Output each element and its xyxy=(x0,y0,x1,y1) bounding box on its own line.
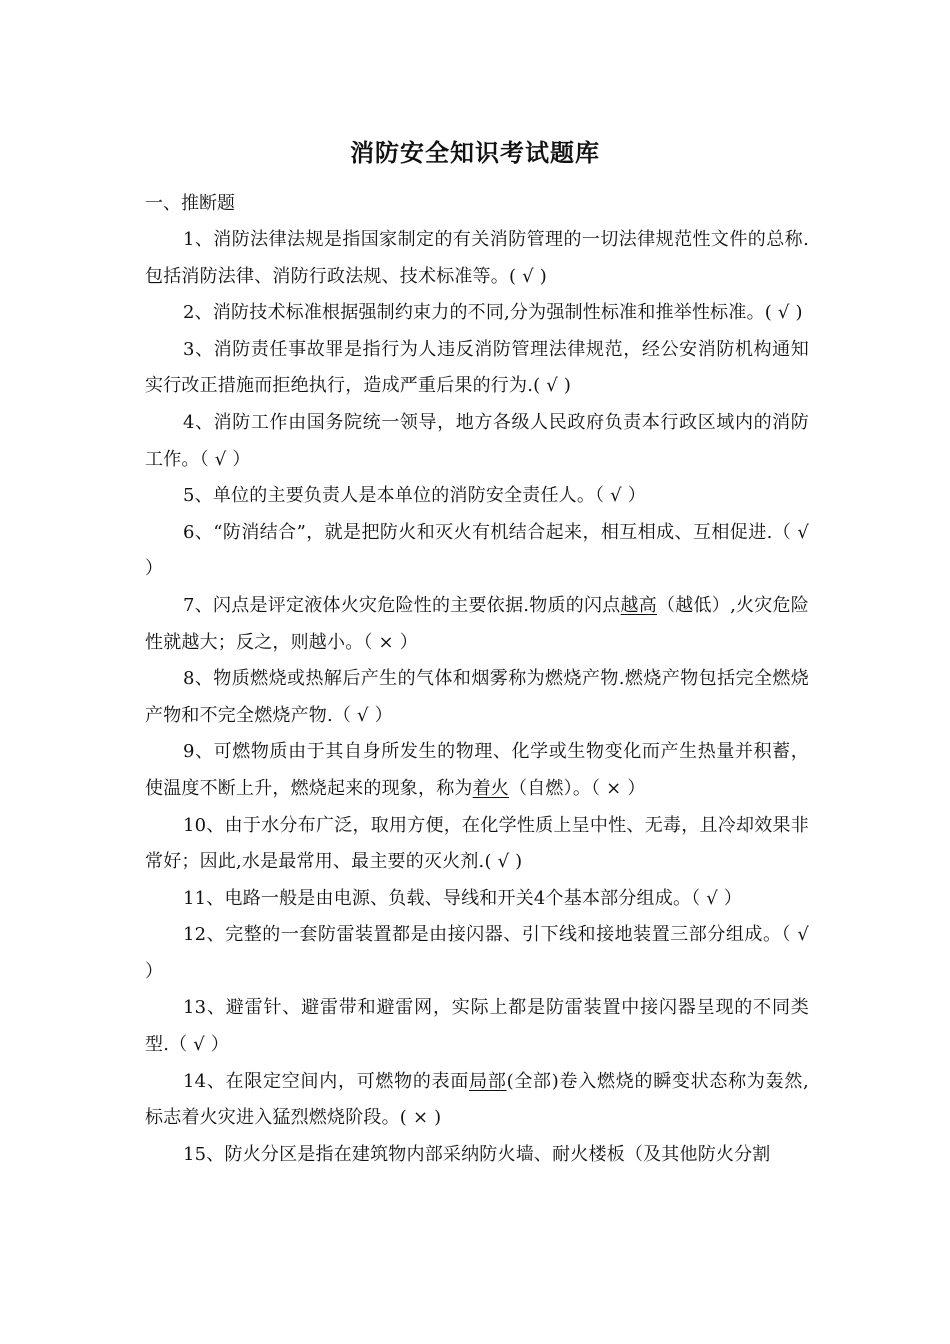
underlined-term: 着火 xyxy=(472,777,510,799)
question-text: (全部)卷入燃烧的瞬变状态称为轰然,标志着火灾进入猛烈燃烧阶段。( × ) xyxy=(145,1070,809,1129)
question-text: （自燃）。（ × ） xyxy=(509,777,646,799)
question-item: 13、避雷针、避雷带和避雷网，实际上都是防雷装置中接闪器呈现的不同类型.（ √ ） xyxy=(145,997,809,1056)
question-item: 2、消防技术标准根据强制约束力的不同,分为强制性标准和推举性标准。( √ ) xyxy=(183,302,803,324)
question-item: 12、完整的一套防雷装置都是由接闪器、引下线和接地装置三部分组成。（ √ ） xyxy=(145,924,809,982)
question-item xyxy=(145,588,809,661)
question-item: 4、消防工作由国务院统一领导，地方各级人民政府负责本行政区域内的消防工作。（ √ ） xyxy=(145,411,809,470)
question-item xyxy=(145,1064,809,1137)
underlined-term: 越高 xyxy=(620,594,658,616)
question-text: 7、闪点是评定液体火灾危险性的主要依据.物质的闪点 xyxy=(183,594,621,616)
question-item: 15、防火分区是指在建筑物内部采纳防火墙、耐火楼板（及其他防火分割 xyxy=(183,1143,771,1165)
question-text: （越低）,火灾危险性就越大；反之，则越小。（ × ） xyxy=(145,594,809,653)
section-heading: 一、推断题 xyxy=(145,193,235,214)
question-item xyxy=(145,734,809,807)
question-item: 11、电路一般是由电源、负载、导线和开关4个基本部分组成。（ √ ） xyxy=(183,887,743,909)
underlined-term: 局部 xyxy=(469,1070,507,1092)
question-text: 14、在限定空间内，可燃物的表面 xyxy=(183,1070,470,1092)
question-list xyxy=(145,222,809,1173)
question-item: 8、物质燃烧或热解后产生的气体和烟雾称为燃烧产物.燃烧产物包括完全燃烧产物和不完全燃烧产物.（ √ ） xyxy=(145,668,809,726)
question-text: 9、可燃物质由于其自身所发生的物理、化学或生物变化而产生热量并积蓄，使温度不断上升，燃烧起来的现象，称为 xyxy=(145,741,809,799)
question-item: 5、单位的主要负责人是本单位的消防安全责任人。（ √ ） xyxy=(183,485,646,507)
document-title: 消防安全知识考试题库 xyxy=(350,138,600,167)
question-item: 6、“防消结合”，就是把防火和灭火有机结合起来，相互相成、互相促进.（ √ ） xyxy=(145,521,809,580)
question-item: 3、消防责任事故罪是指行为人违反消防管理法律规范，经公安消防机构通知实行改正措施而拒绝执行，造成严重后果的行为.( √ ) xyxy=(145,338,809,397)
question-item: 10、由于水分布广泛，取用方便，在化学性质上呈中性、无毒，且冷却效果非常好；因此,水是最常用、最主要的灭火剂.( √ ) xyxy=(145,814,809,873)
question-item: 1、消防法律法规是指国家制定的有关消防管理的一切法律规范性文件的总称.包括消防法律、消防行政法规、技术标准等。( √ ) xyxy=(145,229,809,287)
